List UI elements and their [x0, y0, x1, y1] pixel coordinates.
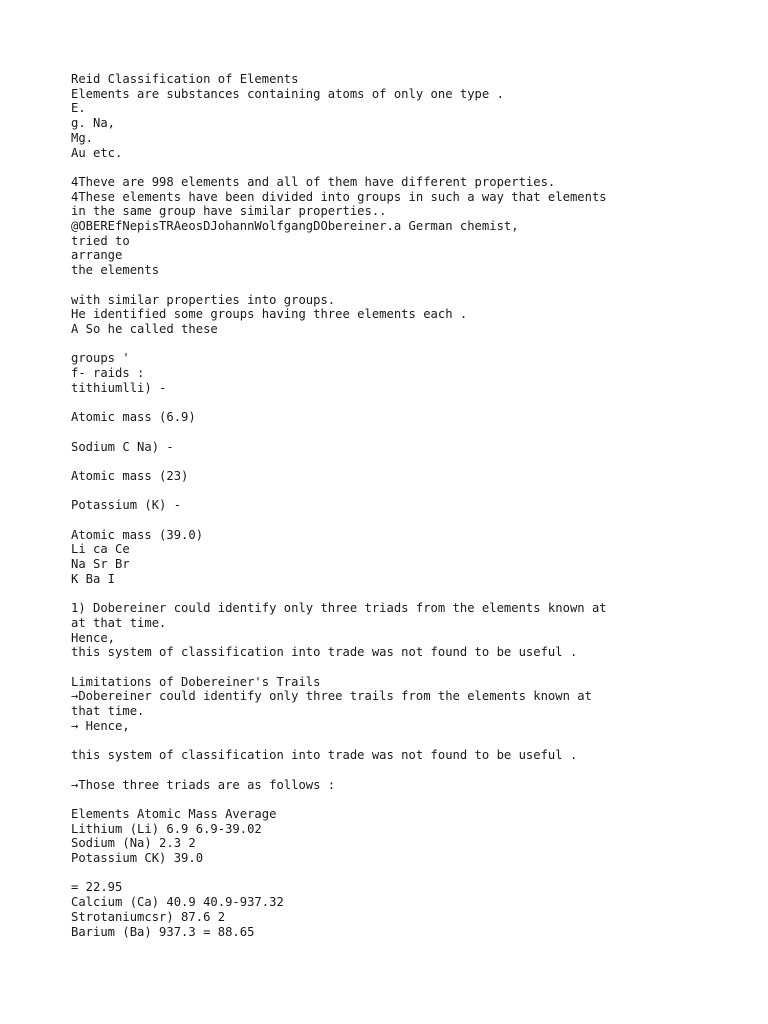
text-line: Calcium (Ca) 40.9 40.9-937.32 [71, 895, 284, 910]
text-line: Li ca Ce [71, 542, 130, 557]
blank-line [71, 278, 731, 293]
text-line: Elements are substances containing atoms of only one type . [71, 86, 504, 101]
blank-line [71, 395, 731, 410]
text-line: Na Sr Br [71, 557, 130, 572]
text-line: Atomic mass (23) [71, 468, 189, 483]
text-line: = 22.95 [71, 880, 123, 895]
text-line: Mg. [71, 130, 94, 145]
text-line: 1) Dobereiner could identify only three triads from the elements known at [71, 601, 607, 616]
text-line: tithiumlli) - [71, 380, 167, 395]
text-line: g. Na, [71, 116, 116, 131]
blank-line [71, 454, 731, 469]
blank-line [71, 660, 731, 675]
text-line: Reid Classification of Elements [71, 72, 299, 86]
text-line: Limitations of Dobereiner's Trails [71, 674, 321, 689]
text-line: 4Theve are 998 elements and all of them have different properties. [71, 174, 556, 189]
text-line: arrange [71, 248, 123, 263]
blank-line [71, 337, 731, 352]
text-line: K Ba I [71, 571, 116, 586]
text-line: A So he called these [71, 321, 218, 336]
text-line: →Dobereiner could identify only three trails from the elements known at [71, 689, 592, 704]
text-line: Hence, [71, 630, 116, 645]
text-line: → Hence, [71, 718, 130, 733]
blank-line [71, 586, 731, 601]
text-line: @OBEREfNepisTRAeosDJohannWolfgangDObereiner.a German chemist, [71, 219, 519, 234]
text-line: Sodium C Na) - [71, 439, 174, 454]
text-line: E. [71, 101, 86, 116]
text-line: at that time. [71, 615, 167, 630]
text-line: this system of classification into trade was not found to be useful . [71, 645, 578, 660]
blank-line [71, 866, 731, 881]
text-line: Sodium (Na) 2.3 2 [71, 836, 196, 851]
document-page [71, 72, 731, 939]
text-line: f- raids : [71, 366, 145, 381]
blank-line [71, 160, 731, 175]
blank-line [71, 792, 731, 807]
text-line: the elements [71, 263, 160, 278]
text-line: Au etc. [71, 145, 123, 160]
text-line: 4These elements have been divided into groups in such a way that elements [71, 189, 607, 204]
text-line: →Those three triads are as follows : [71, 777, 336, 792]
blank-line [71, 484, 731, 499]
text-line: Strotaniumcsr) 87.6 2 [71, 909, 226, 924]
text-line: that time. [71, 704, 145, 719]
text-line: He identified some groups having three elements each . [71, 307, 468, 322]
blank-line [71, 763, 731, 778]
text-line: Atomic mass (6.9) [71, 410, 196, 425]
text-line: tried to [71, 233, 130, 248]
text-line: Lithium (Li) 6.9 6.9-39.02 [71, 821, 262, 836]
blank-line [71, 733, 731, 748]
text-line: in the same group have similar properties.. [71, 204, 387, 219]
text-line: Potassium (K) - [71, 498, 182, 513]
text-line: groups ' [71, 351, 130, 366]
text-line: Elements Atomic Mass Average [71, 806, 277, 821]
text-line: Barium (Ba) 937.3 = 88.65 [71, 924, 255, 939]
blank-line [71, 425, 731, 440]
text-line: this system of classification into trade was not found to be useful . [71, 748, 578, 763]
text-line: Potassium CK) 39.0 [71, 851, 204, 866]
text-line: with similar properties into groups. [71, 292, 336, 307]
blank-line [71, 513, 731, 528]
text-line: Atomic mass (39.0) [71, 527, 204, 542]
